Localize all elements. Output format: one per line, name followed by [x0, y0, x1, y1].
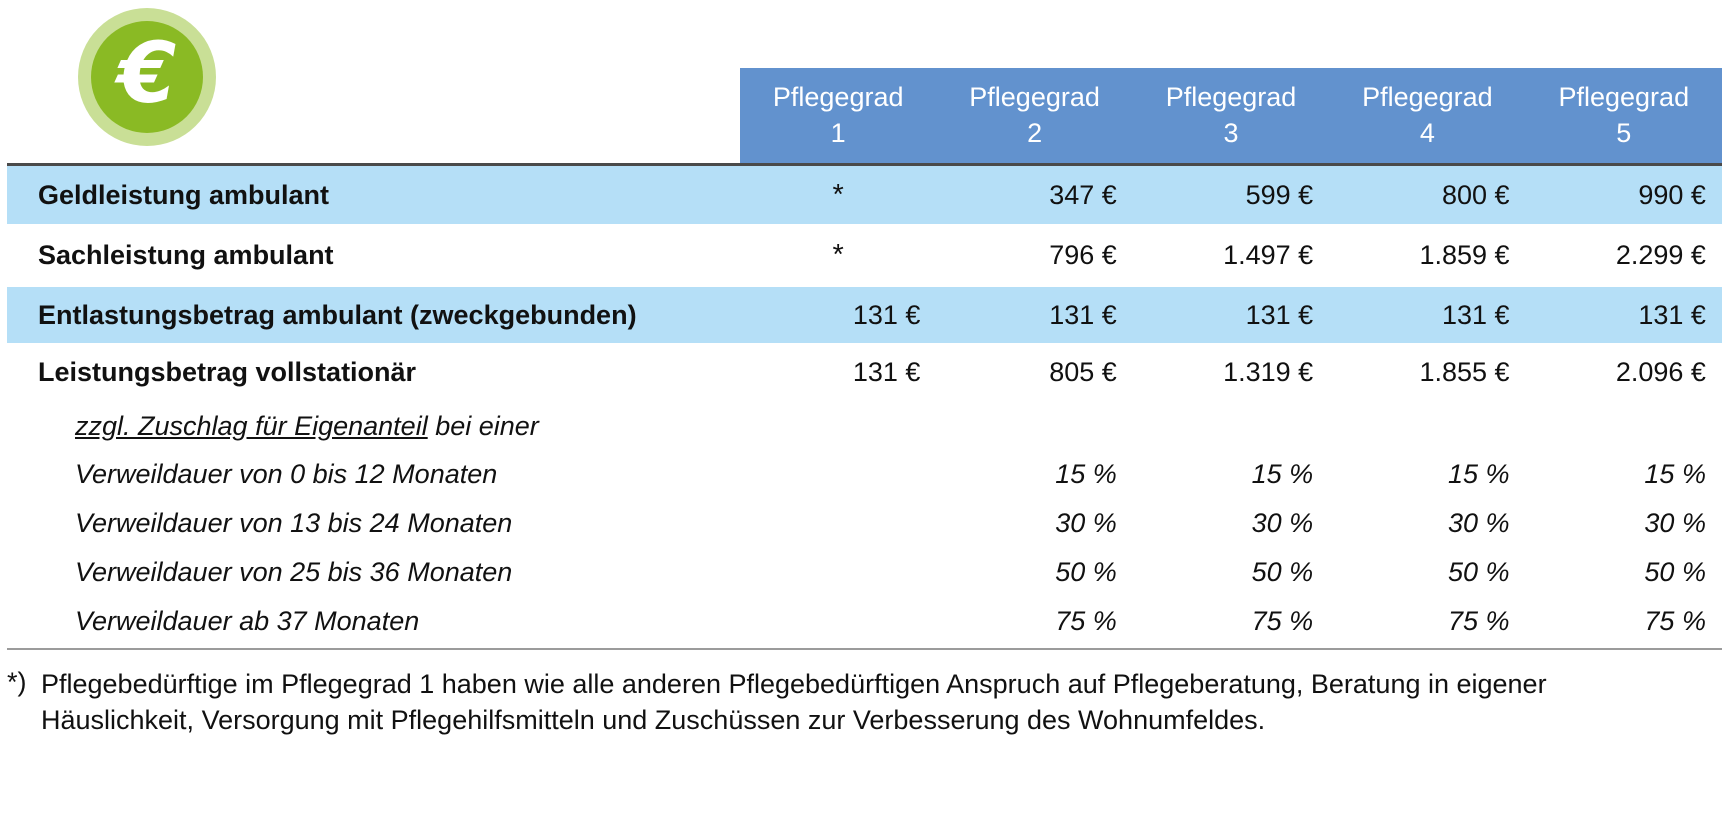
row-label: Verweildauer von 25 bis 36 Monaten [75, 557, 513, 587]
cell-value: 131 € [852, 299, 921, 330]
cell-value: 30 % [1644, 508, 1706, 538]
benefits-table [7, 68, 1722, 650]
column-header-number: 2 [1027, 118, 1043, 148]
cell-value: 75 % [1055, 606, 1117, 636]
cell-value: 599 € [1245, 179, 1314, 210]
column-header-label: Pflegegrad [1362, 82, 1493, 112]
cell-value: 1.497 € [1223, 240, 1314, 270]
cell-value: 50 % [1448, 557, 1510, 587]
row-label [7, 411, 740, 442]
column-header-number: 3 [1223, 118, 1239, 148]
cell-value: 30 % [1055, 508, 1117, 538]
cell-value: 30 % [1251, 508, 1314, 538]
column-header-label: Pflegegrad [1558, 82, 1690, 112]
column-header-pflegegrad-1 [740, 68, 936, 163]
cell-value: 1.855 € [1419, 357, 1510, 387]
cell-value: 796 € [1049, 240, 1117, 270]
column-header-number: 5 [1616, 118, 1632, 148]
cell-value: 131 € [1441, 299, 1510, 330]
row-label: Entlastungsbetrag ambulant (zweckgebunden) [38, 299, 637, 330]
cell-value: 75 % [1448, 606, 1510, 636]
row-label: Verweildauer von 0 bis 12 Monaten [75, 459, 498, 489]
table-bottom-divider [7, 648, 1722, 650]
column-header-number: 1 [830, 118, 846, 148]
row-sachleistung-ambulant [7, 224, 1722, 287]
cell-value: * [832, 178, 844, 211]
row-label: Geldleistung ambulant [38, 179, 330, 210]
row-leistungsbetrag-vollstationaer [7, 343, 1722, 402]
column-header-label: Pflegegrad [1165, 82, 1297, 112]
row-label: Sachleistung ambulant [38, 240, 334, 270]
column-header-number: 4 [1419, 118, 1435, 148]
footnote-text: Pflegebedürftige im Pflegegrad 1 haben wie alle anderen Pflegebedürftigen Anspruch auf Pflegeberatung, Beratung in eigener Häuslichkeit, Versorgung mit Pflegehilfsmitteln und Zuschüssen zur Verbesserung des Wohnumfeldes. [41, 669, 1547, 735]
cell-value: 131 € [852, 357, 921, 387]
cell-value: 2.299 € [1615, 240, 1706, 270]
row-label-underlined: zzgl. Zuschlag für Eigenanteil [75, 410, 428, 441]
cell-value: 131 € [1245, 299, 1314, 330]
footnote-marker: *) [7, 667, 27, 697]
column-header-label: Pflegegrad [772, 82, 904, 112]
cell-value: 800 € [1441, 179, 1510, 210]
row-verweildauer-25-36 [7, 548, 1722, 597]
cell-value: 15 % [1251, 459, 1314, 489]
cell-value: 15 % [1644, 459, 1706, 489]
row-label: Verweildauer ab 37 Monaten [75, 606, 420, 636]
cell-value: 347 € [1049, 179, 1117, 210]
row-verweildauer-13-24 [7, 499, 1722, 548]
row-verweildauer-0-12 [7, 450, 1722, 499]
cell-value: 75 % [1644, 606, 1706, 636]
row-label: Leistungsbetrag vollstationär [38, 357, 417, 387]
cell-value: 15 % [1448, 459, 1510, 489]
cell-value: 30 % [1448, 508, 1510, 538]
cell-value: 805 € [1049, 357, 1117, 387]
euro-symbol: € [117, 24, 177, 122]
row-zuschlag-eigenanteil [7, 402, 1722, 450]
cell-value: 50 % [1644, 557, 1706, 587]
cell-value: 990 € [1638, 179, 1706, 210]
cell-value: 75 % [1251, 606, 1314, 636]
cell-value: 131 € [1049, 299, 1117, 330]
column-header-pflegegrad-5 [1526, 68, 1722, 163]
column-header-label: Pflegegrad [969, 82, 1100, 112]
row-geldleistung-ambulant [7, 166, 1722, 224]
cell-value: 50 % [1055, 557, 1117, 587]
column-header-pflegegrad-3 [1133, 68, 1329, 163]
row-verweildauer-ab-37 [7, 597, 1722, 646]
cell-value: 1.319 € [1223, 357, 1314, 387]
row-label: Verweildauer von 13 bis 24 Monaten [75, 508, 513, 538]
cell-value: 50 % [1251, 557, 1314, 587]
footnote [7, 666, 1597, 738]
cell-value: 2.096 € [1615, 357, 1706, 387]
column-header-pflegegrad-2 [936, 68, 1132, 163]
table-header-row [740, 68, 1722, 163]
column-header-pflegegrad-4 [1329, 68, 1525, 163]
cell-value: 131 € [1638, 299, 1706, 330]
cell-value: 15 % [1055, 459, 1117, 489]
cell-value: 1.859 € [1419, 240, 1510, 270]
row-label-suffix: bei einer [427, 410, 539, 441]
cell-value: * [832, 239, 844, 271]
row-entlastungsbetrag-ambulant [7, 287, 1722, 343]
